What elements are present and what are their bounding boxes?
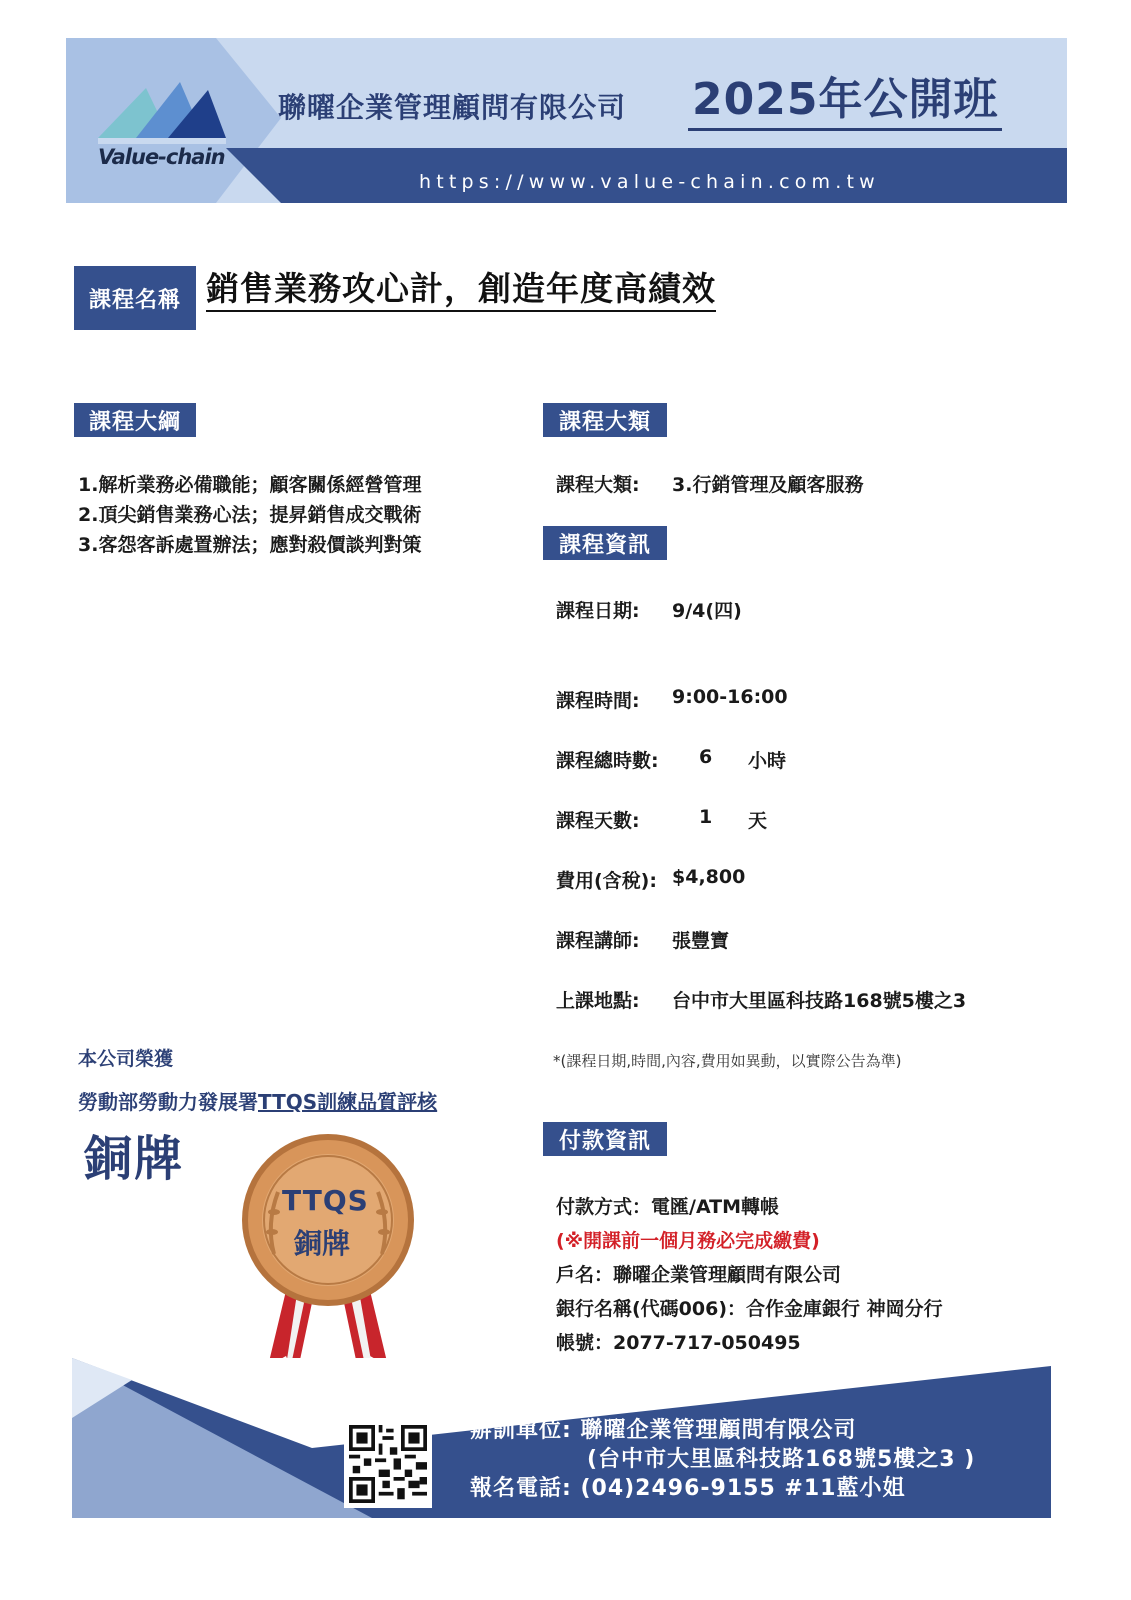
teacher-value: 張豐寶 (672, 930, 730, 952)
fee-value: $4,800 (672, 866, 746, 888)
hours-key: 課程總時數: (556, 750, 659, 772)
category-row (556, 470, 864, 497)
outline-list (78, 470, 421, 560)
qr-code-icon[interactable] (344, 1420, 432, 1508)
medal-text-ttqs: TTQS (282, 1184, 369, 1217)
time-row (556, 686, 788, 713)
year-title: 2025年公開班 (688, 72, 1002, 131)
hours-value: 6 (699, 746, 713, 768)
fee-key: 費用(含稅): (556, 870, 657, 892)
date-key: 課程日期: (556, 600, 640, 622)
date-value: 9/4(四) (672, 600, 742, 622)
footer-address: (台中市大里區科技路168號5樓之3 ) (587, 1447, 976, 1472)
days-key: 課程天數: (556, 810, 640, 832)
time-key: 課程時間: (556, 690, 640, 712)
honor-ttqs-link: TTQS訓練品質評核 (258, 1090, 438, 1114)
bank-name: 銀行名稱(代碼006)：合作金庫銀行 神岡分行 (556, 1298, 943, 1320)
place-value: 台中市大里區科技路168號5樓之3 (672, 990, 967, 1012)
honor-medal-title: 銅牌 (84, 1131, 185, 1187)
outline-item: 2.頂尖銷售業務心法；提昇銷售成交戰術 (78, 504, 422, 526)
honor-agency: 勞動部勞動力發展署 (78, 1090, 258, 1114)
footer-phone[interactable]: 報名電話: (04)2496-9155 #11藍小姐 (470, 1476, 906, 1501)
category-key: 課程大類: (556, 474, 640, 496)
teacher-key: 課程講師: (556, 930, 640, 952)
footer-banner (72, 1358, 1051, 1518)
course-name-tag: 課程名稱 (74, 266, 196, 330)
days-row (556, 806, 768, 833)
honor-award (78, 1086, 437, 1115)
change-note: *(課程日期,時間,內容,費用如異動，以實際公告為準) (553, 1052, 902, 1070)
footer-organizer: 辦訓單位: 聯曜企業管理顧問有限公司 (470, 1418, 857, 1443)
outline-item: 1.解析業務必備職能；顧客關係經營管理 (78, 474, 422, 496)
time-value: 9:00-16:00 (672, 686, 788, 708)
account-number: 帳號：2077-717-050495 (556, 1332, 801, 1354)
website-url[interactable]: https://www.value-chain.com.tw (419, 171, 880, 193)
fee-row (556, 866, 746, 893)
place-row (556, 986, 967, 1013)
logo-text: Value-chain (98, 145, 225, 169)
payment-details (556, 1190, 943, 1360)
hours-row (556, 746, 787, 773)
header-banner (66, 38, 1067, 203)
account-name: 戶名：聯曜企業管理顧問有限公司 (556, 1264, 842, 1286)
days-value: 1 (699, 806, 713, 828)
date-row (556, 596, 742, 623)
payment-warning: (※開課前一個月務必完成繳費) (556, 1230, 820, 1252)
course-name: 銷售業務攻心計，創造年度高績效 (206, 268, 716, 312)
payment-method: 付款方式：電匯/ATM轉帳 (556, 1196, 780, 1218)
category-label: 課程大類 (543, 403, 667, 437)
info-label: 課程資訊 (543, 526, 667, 560)
outline-label: 課程大綱 (74, 403, 196, 437)
medal-text-bronze: 銅牌 (294, 1227, 351, 1260)
place-key: 上課地點: (556, 990, 640, 1012)
payment-label: 付款資訊 (543, 1122, 667, 1156)
days-unit: 天 (748, 810, 768, 832)
honor-intro: 本公司榮獲 (78, 1048, 174, 1070)
outline-item: 3.客怨客訴處置辦法；應對殺價談判對策 (78, 534, 422, 556)
category-value: 3.行銷管理及顧客服務 (672, 474, 864, 496)
company-title: 聯曜企業管理顧問有限公司 (278, 91, 627, 124)
hours-unit: 小時 (748, 750, 787, 772)
teacher-row (556, 926, 730, 953)
qr-pattern (349, 1425, 427, 1503)
